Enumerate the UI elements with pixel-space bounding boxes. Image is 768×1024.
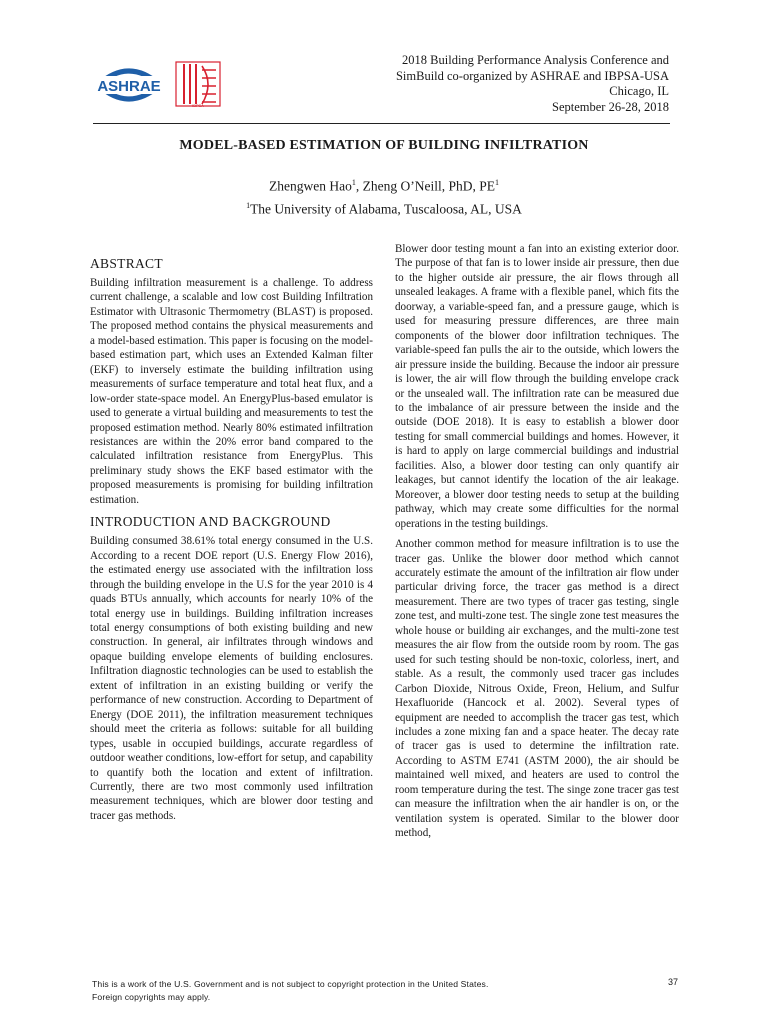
right-column bbox=[395, 242, 679, 841]
conference-info bbox=[339, 53, 669, 115]
left-column bbox=[90, 256, 373, 823]
author-line bbox=[0, 173, 768, 196]
abstract-text: Building infiltration measurement is a challenge. To address current challenge, a scalable and low cost Building Infiltration Estimator with Ultrasonic Thermometry (BLAST) is proposed. The proposed method contains the physical measurements and a model-based estimation. This paper is focusing on the model-based estimation part, which uses an Extended Kalman filter (EKF) to inversely estimate the building infiltration using measurements of surface temperature and total heat flux, and a low-order state-space model. An EnergyPlus-based emulator is used to generate a virtual building and measurements to test the proposed estimation method. Nearly 80% estimated infiltration resistances are within the 20% error band compared to the calculated infiltration resistance from EnergyPlus. This preliminary study shows the EKF based estimator with the proposed measurements is promising for building infiltration estimation. bbox=[90, 277, 373, 506]
author-separator: , bbox=[355, 178, 363, 194]
author-name: Zhengwen Hao bbox=[269, 178, 352, 194]
copyright-footer bbox=[92, 978, 562, 1004]
author-superscript: 1 bbox=[494, 178, 499, 187]
body-paragraph: Blower door testing mount a fan into an existing exterior door. The purpose of that fan is to lower inside air pressure, then due to the higher outside air pressure, the air flows through all unsealed leakages. A frame with a flexible panel, which fits the doorway, a variable-speed fan, and a pressure gauge, which is used for measuring pressure differences, are three main components of the blower door infiltration techniques. The variable-speed fan pulls the air to the outside, which lowers the air pressure inside the building. Because the indoor air pressure is lower, the air will flow through the building envelope crack or the unsealed wall. The infiltration rate can be measured due to the imbalance of air pressure between the inside and the outside (DOE 2018). It is easy to establish a blower door testing for small commercial buildings and homes. However, it is hard to apply on large commercial buildings and industrial facilities. Also, a blower door testing can only quantify air leakages, but cannot identify the location of the air leakage. Moreover, a blower door testing needs to setup at the building pathway, which may create some difficulties for the normal operations in the testing buildings. bbox=[395, 243, 679, 530]
footer-line: Foreign copyrights may apply. bbox=[92, 992, 211, 1002]
affiliation-line bbox=[0, 196, 768, 219]
author-superscript: 1 bbox=[351, 178, 356, 187]
abstract-heading: ABSTRACT bbox=[90, 256, 163, 271]
introduction-heading: INTRODUCTION AND BACKGROUND bbox=[90, 514, 331, 530]
introduction-text: Building consumed 38.61% total energy consumed in the U.S. According to a recent DOE report (U.S. Energy Flow 2016), the estimated energy use associated with the infiltration loss through the building envelope in the U.S for the year 2010 is 4 quads BTUs annually, which accounts for nearly 10% of the total energy use in buildings. Building infiltration increases total energy consumptions of both existing building and new construction. In general, air infiltrates through windows and opaque building envelope elements of building enclosures. Infiltration diagnostic technologies can be used to establish the extent of infiltration in an existing building or verify the performance of new construction. According to Department of Energy (DOE 2011), the infiltration measurement techniques should meet the criteria as follows: suitable for all building types, usable in occupied buildings, accurate regardless of outdoor weather conditions, low-effort for setup, and capability to quantify both the location and extent of infiltration. Currently, there are two most commonly used infiltration measurement techniques, which are blower door testing and tracer gas methods. bbox=[90, 535, 373, 822]
conference-line: 2018 Building Performance Analysis Conference and bbox=[402, 53, 669, 67]
ashrae-logo bbox=[93, 62, 165, 108]
affiliation-superscript: 1 bbox=[246, 200, 251, 210]
author-name: Zheng O’Neill, PhD, PE bbox=[362, 178, 495, 194]
paper-title: MODEL-BASED ESTIMATION OF BUILDING INFILTRATION bbox=[179, 138, 589, 153]
conference-line: SimBuild co-organized by ASHRAE and IBPSA-USA bbox=[395, 68, 669, 83]
ashrae-logo-text: ASHRAE bbox=[97, 78, 161, 95]
ibpsa-logo-text: IBPSA bbox=[192, 103, 204, 108]
conference-line: September 26-28, 2018 bbox=[552, 99, 669, 114]
page-number: 37 bbox=[667, 977, 678, 987]
footer-line: This is a work of the U.S. Government and is not subject to copyright protection in the United States. bbox=[92, 979, 489, 989]
body-paragraph: Another common method for measure infiltration is to use the tracer gas. Unlike the blower door method which cannot accurately estimate the amount of the infiltration air flow under particular driving force, the tracer gas method is a direct measurement. There are two types of tracer gas testing, single zone test, and multi-zone test. The single zone test measures the whole house or building air exchanges, and the multi-zone test measures the air flow from the outside room by room. The gas used for such testing should be non-toxic, colorless, inert, and stable. As a result, the commonly used tracer gas includes Carbon Dioxide, Nitrous Oxide, Freon, Helium, and Sulfur Hexafluoride (Hancock et al. 2002). Several types of equipment are needed to accomplish the tracer gas test, which includes a zone mixing fan and a space heater. The decay rate of tracer gas is used to determine the infiltration rate. According to ASTM E741 (ASTM 2000), the air should be maintained well mixed, and heaters are used to control the room temperature during the test. The singe zone tracer gas test can measure the infiltration when the air handler is on, or the ventilation system is operated. Similar to the blower door method, bbox=[395, 538, 679, 840]
header-rule bbox=[93, 123, 670, 124]
affiliation: The University of Alabama, Tuscaloosa, AL, USA bbox=[250, 201, 522, 216]
conference-line: Chicago, IL bbox=[609, 84, 669, 98]
author-block bbox=[0, 173, 768, 218]
ibpsa-logo bbox=[174, 60, 222, 108]
